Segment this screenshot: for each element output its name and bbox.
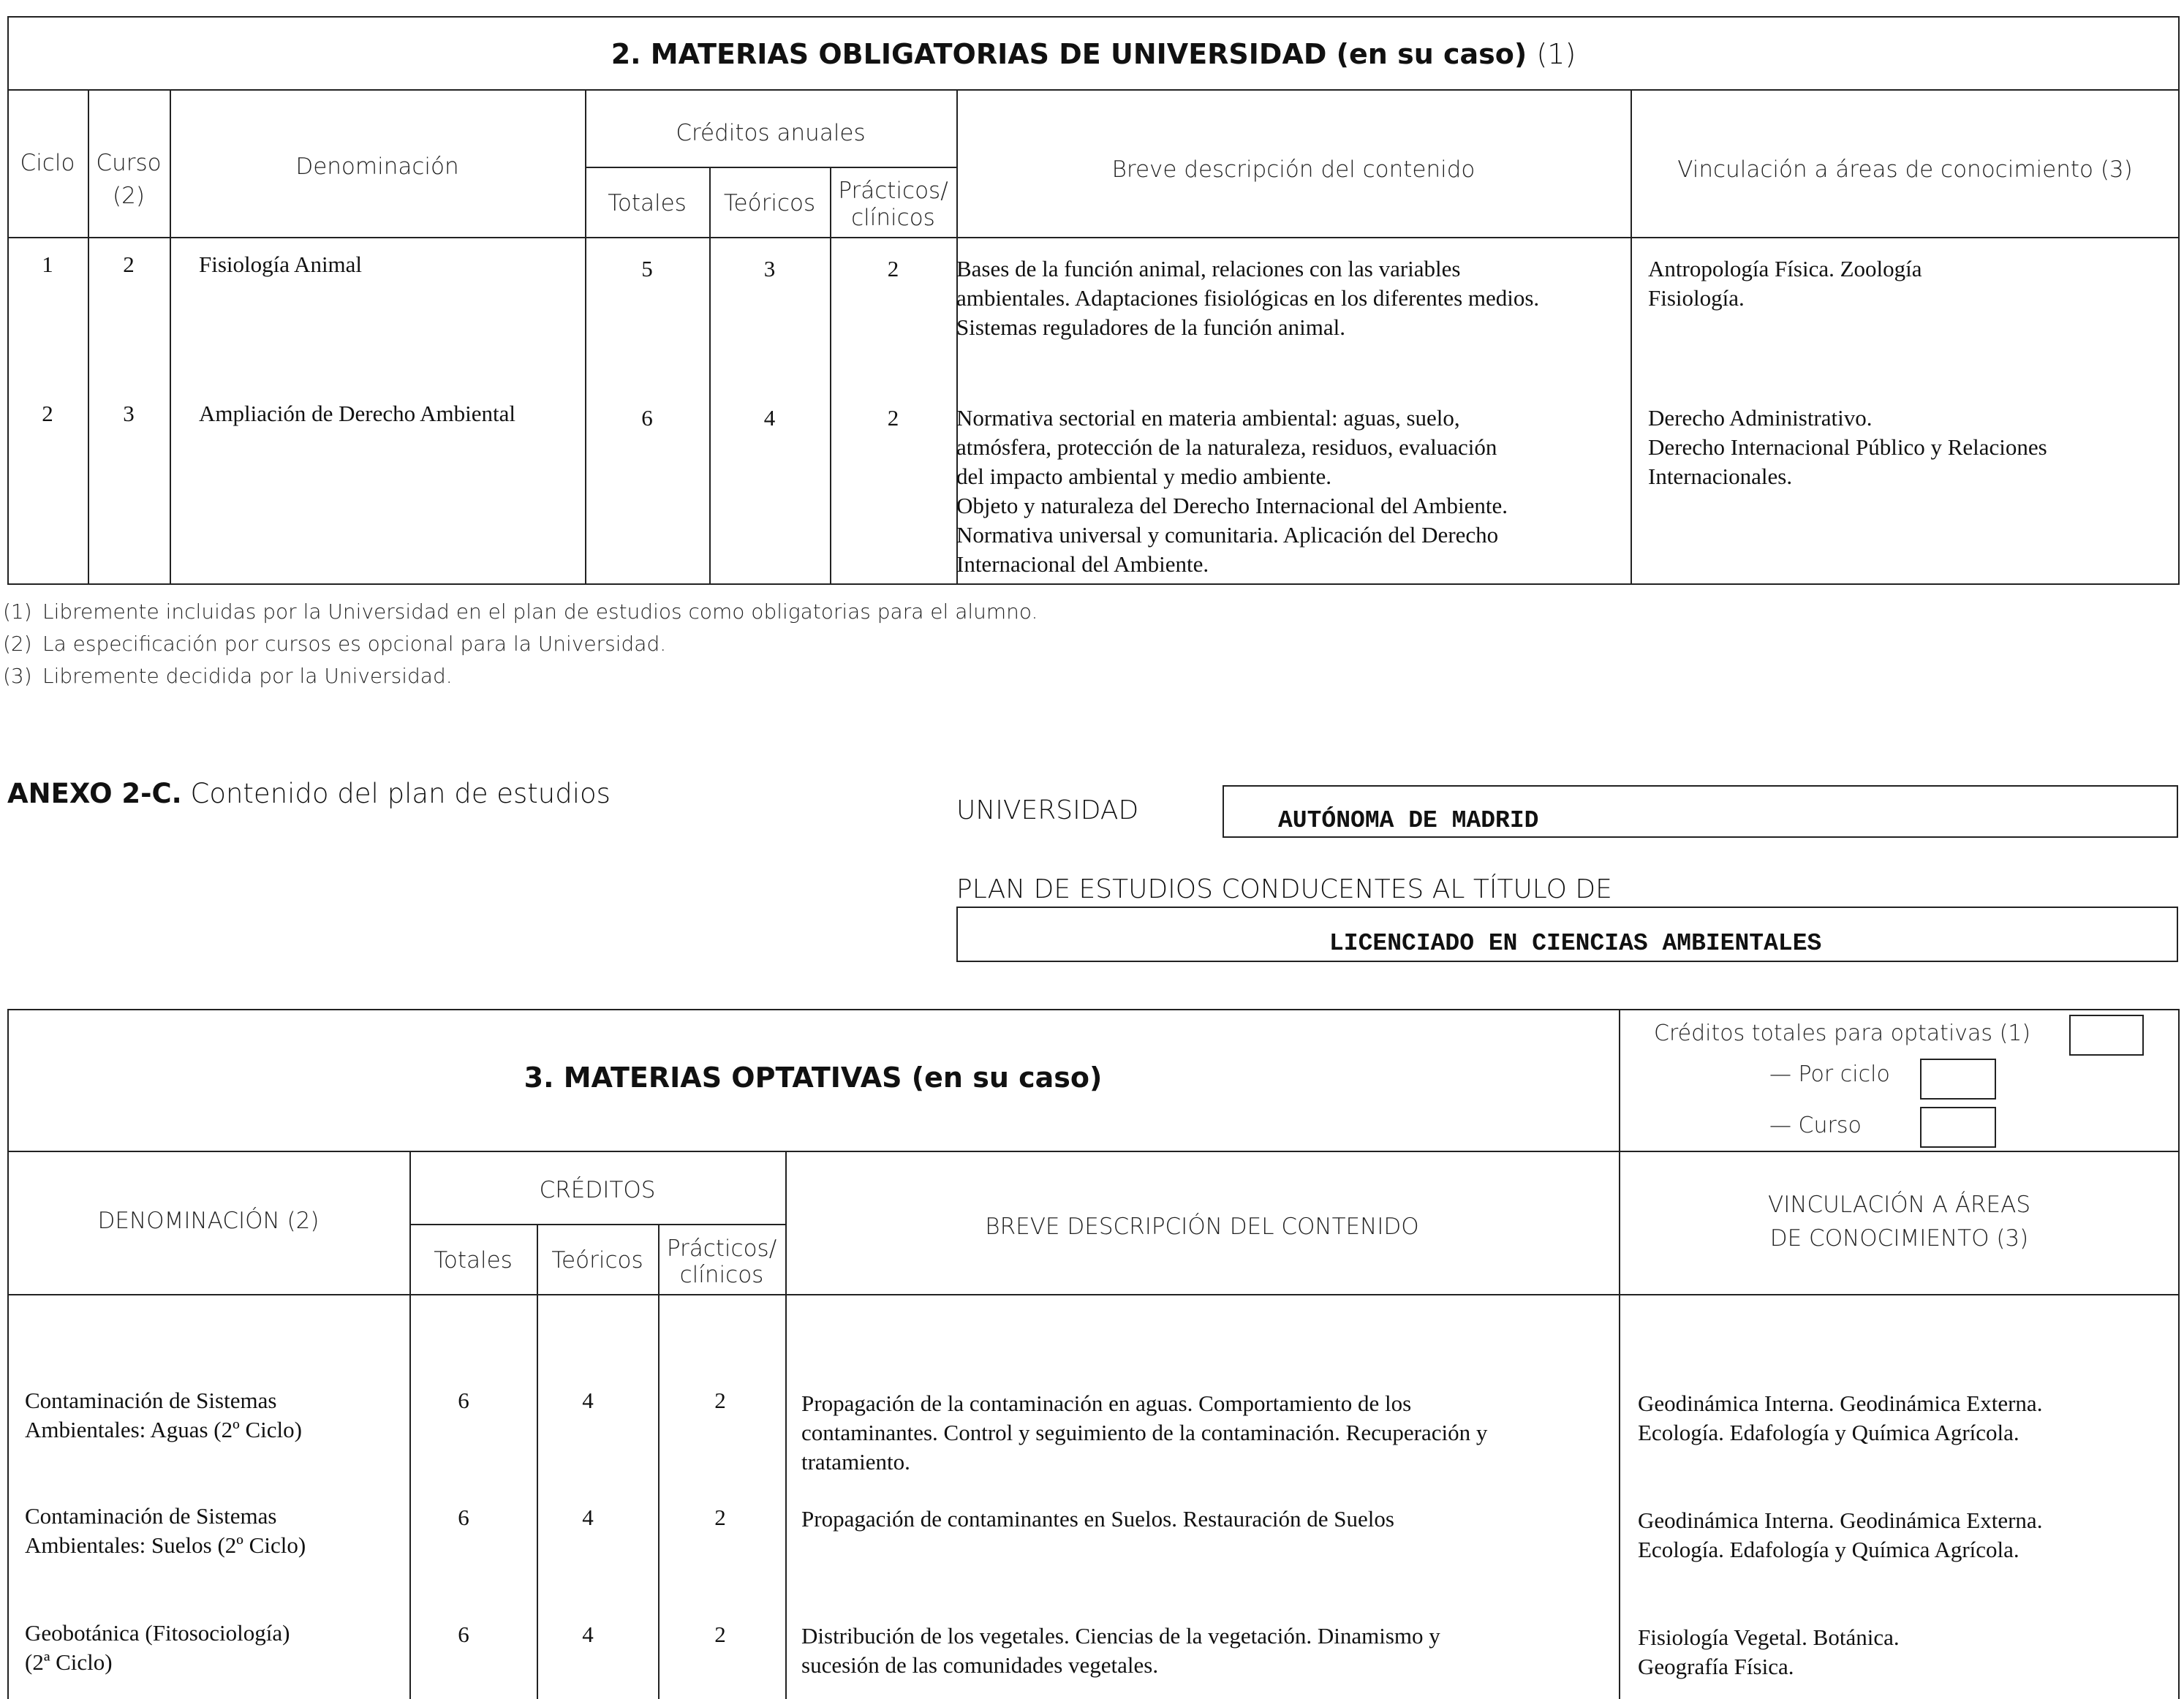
creditos-totales-label: Créditos totales para optativas (1) xyxy=(1654,1021,2031,1046)
section-2-header-top-rule xyxy=(7,89,2180,91)
row-denominacion xyxy=(25,1619,290,1677)
area-line: Ecología. Edafología y Química Agrícola. xyxy=(1638,1537,2019,1562)
header-vinculacion-3b: DE CONOCIMIENTO (3) xyxy=(1769,1225,2029,1252)
name-line: Ambientales: Suelos (2º Ciclo) xyxy=(25,1532,306,1558)
section-3-left-rule xyxy=(7,1009,9,1699)
section-3-title-paren: (en su caso) xyxy=(911,1062,1103,1094)
footnote-3 xyxy=(3,664,453,688)
annex-label-text: Contenido del plan de estudios xyxy=(190,778,611,809)
row-curso: 2 xyxy=(123,251,135,277)
header-curso: Curso xyxy=(96,150,162,176)
description-line: sucesión de las comunidades vegetales. xyxy=(801,1652,1159,1678)
header-clinicos: clínicos xyxy=(851,205,935,231)
row-descripcion xyxy=(956,404,1508,579)
area-line: Geodinámica Interna. Geodinámica Externa. xyxy=(1638,1390,2043,1416)
row-ciclo: 2 xyxy=(42,401,53,426)
row-teoricos: 4 xyxy=(582,1622,594,1647)
description-line: ambientales. Adaptaciones fisiológicas en los diferentes medios. xyxy=(956,285,1540,311)
footnote-text: Libremente decidida por la Universidad. xyxy=(42,664,453,688)
creditos-subheader-rule-3 xyxy=(409,1224,785,1225)
name-line: Contaminación de Sistemas xyxy=(25,1503,277,1529)
name-line: (2ª Ciclo) xyxy=(25,1649,113,1675)
row-totales: 6 xyxy=(641,405,653,431)
section-2-title-main: 2. MATERIAS OBLIGATORIAS DE UNIVERSIDAD xyxy=(611,38,1327,70)
description-line: Distribución de los vegetales. Ciencias de la vegetación. Dinamismo y xyxy=(801,1623,1440,1649)
header-creditos-3: CRÉDITOS xyxy=(539,1177,656,1203)
row-vinculacion xyxy=(1648,254,1922,313)
row-teoricos: 3 xyxy=(763,256,776,281)
header-denominacion: Denominación xyxy=(295,154,459,180)
description-line: Sistemas reguladores de la función animal. xyxy=(956,314,1346,340)
description-line: Bases de la función animal, relaciones con las variables xyxy=(956,256,1461,281)
universidad-field xyxy=(1223,785,2178,838)
row-teoricos: 4 xyxy=(582,1505,594,1530)
row-descripcion xyxy=(801,1505,1394,1534)
section-3-top-rule xyxy=(7,1009,2180,1010)
section-3-right-rule xyxy=(2178,1009,2180,1699)
area-line: Ecología. Edafología y Química Agrícola. xyxy=(1638,1420,2019,1445)
row-descripcion xyxy=(801,1622,1440,1680)
col-divider-totales xyxy=(709,167,711,585)
header-descripcion: Breve descripción del contenido xyxy=(1111,156,1475,183)
row-vinculacion xyxy=(1638,1623,1900,1681)
col-divider-denominacion-3 xyxy=(409,1151,411,1699)
row-practicos: 2 xyxy=(887,405,899,431)
name-line: Geobotánica (Fitosociología) xyxy=(25,1620,290,1646)
footnote-text: Libremente incluidas por la Universidad en el plan de estudios como obligatorias para el alumno. xyxy=(42,599,1038,624)
row-totales: 6 xyxy=(458,1388,469,1413)
section-2-header-bottom-rule xyxy=(7,237,2180,238)
footnote-2 xyxy=(3,632,666,656)
description-line: Normativa sectorial en materia ambiental: aguas, suelo, xyxy=(956,405,1460,431)
header-practicos-3: Prácticos/ xyxy=(666,1236,777,1262)
header-practicos: Prácticos/ xyxy=(838,178,948,204)
header-vinculacion-3a: VINCULACIÓN A ÁREAS xyxy=(1767,1192,2031,1218)
por-ciclo-input[interactable] xyxy=(1920,1059,1996,1100)
section-2-title-note: (1) xyxy=(1536,38,1576,70)
footnote-number: (2) xyxy=(3,632,32,656)
credits-subheader-rule xyxy=(585,167,956,168)
row-teoricos: 4 xyxy=(763,405,776,431)
section-2-title xyxy=(7,38,2180,70)
annex-label xyxy=(7,778,611,809)
row-descripcion xyxy=(801,1389,1487,1477)
row-curso: 3 xyxy=(123,401,135,426)
area-line: Geografía Física. xyxy=(1638,1654,1794,1679)
header-vinculacion: Vinculación a áreas de conocimiento (3) xyxy=(1677,156,2133,183)
row-vinculacion xyxy=(1638,1389,2042,1448)
description-line: contaminantes. Control y seguimiento de la contaminación. Recuperación y xyxy=(801,1420,1488,1445)
row-practicos: 2 xyxy=(887,256,899,281)
description-line: Propagación de la contaminación en aguas. Comportamiento de los xyxy=(801,1390,1412,1416)
row-descripcion xyxy=(956,254,1539,342)
row-teoricos: 4 xyxy=(582,1388,594,1413)
row-ciclo: 1 xyxy=(42,251,53,277)
area-line: Antropología Física. Zoología xyxy=(1648,256,1922,281)
footnote-1 xyxy=(3,599,1038,624)
area-line: Geodinámica Interna. Geodinámica Externa. xyxy=(1638,1507,2043,1533)
description-line: atmósfera, protección de la naturaleza, residuos, evaluación xyxy=(956,434,1497,460)
row-denominacion: Ampliación de Derecho Ambiental xyxy=(199,401,516,426)
header-curso-note: (2) xyxy=(113,183,145,209)
row-vinculacion xyxy=(1648,404,2047,491)
row-practicos: 2 xyxy=(714,1505,726,1530)
description-line: Normativa universal y comunitaria. Aplicación del Derecho xyxy=(956,522,1499,548)
description-line: Objeto y naturaleza del Derecho Internacional del Ambiente. xyxy=(956,493,1508,518)
section-3-title-main: 3. MATERIAS OPTATIVAS xyxy=(524,1062,902,1094)
header-clinicos-3: clínicos xyxy=(679,1262,764,1288)
row-vinculacion xyxy=(1638,1506,2042,1564)
area-line: Derecho Internacional Público y Relaciones xyxy=(1648,434,2047,460)
section-3-title xyxy=(7,1062,1619,1094)
plan-value: LICENCIADO EN CIENCIAS AMBIENTALES xyxy=(1329,930,1822,957)
row-denominacion: Fisiología Animal xyxy=(199,251,363,277)
footnote-number: (1) xyxy=(3,599,32,624)
footnote-number: (3) xyxy=(3,664,32,688)
curso-label: — Curso xyxy=(1769,1113,1862,1138)
header-ciclo: Ciclo xyxy=(20,150,75,176)
header-teoricos-3: Teóricos xyxy=(551,1247,643,1274)
header-teoricos: Teóricos xyxy=(723,190,816,216)
description-line: Propagación de contaminantes en Suelos. Restauración de Suelos xyxy=(801,1506,1394,1532)
area-line: Fisiología Vegetal. Botánica. xyxy=(1638,1624,1900,1650)
description-line: del impacto ambiental y medio ambiente. xyxy=(956,463,1332,489)
creditos-totales-input[interactable] xyxy=(2069,1015,2144,1056)
area-line: Derecho Administrativo. xyxy=(1648,405,1873,431)
row-practicos: 2 xyxy=(714,1622,726,1647)
header-totales-3: Totales xyxy=(434,1247,513,1274)
header-creditos-anuales: Créditos anuales xyxy=(676,120,866,146)
description-line: Internacional del Ambiente. xyxy=(956,551,1209,577)
section-3-header-bottom-rule xyxy=(7,1294,2180,1295)
header-denominacion-3: DENOMINACIÓN (2) xyxy=(97,1208,320,1234)
por-ciclo-label: — Por ciclo xyxy=(1769,1062,1890,1087)
row-totales: 6 xyxy=(458,1505,469,1530)
col-divider-descripcion-3 xyxy=(1619,1009,1620,1699)
name-line: Contaminación de Sistemas xyxy=(25,1388,277,1413)
description-line: tratamiento. xyxy=(801,1449,910,1475)
plan-field xyxy=(956,907,2178,962)
row-totales: 6 xyxy=(458,1622,469,1647)
annex-label-bold: ANEXO 2-C. xyxy=(7,778,182,809)
section-2-title-paren: (en su caso) xyxy=(1336,38,1527,70)
universidad-label: UNIVERSIDAD xyxy=(956,795,1139,825)
section-3-header-top-rule xyxy=(7,1151,2180,1152)
area-line: Internacionales. xyxy=(1648,463,1793,489)
footnote-text: La especificación por cursos es opcional para la Universidad. xyxy=(42,632,667,656)
header-totales: Totales xyxy=(608,190,687,216)
curso-input[interactable] xyxy=(1920,1107,1996,1148)
area-line: Fisiología. xyxy=(1648,285,1745,311)
row-denominacion xyxy=(25,1386,302,1445)
row-totales: 5 xyxy=(641,256,653,281)
universidad-value: AUTÓNOMA DE MADRID xyxy=(1278,807,1539,834)
row-practicos: 2 xyxy=(714,1388,726,1413)
row-denominacion xyxy=(25,1502,306,1560)
header-descripcion-3: BREVE DESCRIPCIÓN DEL CONTENIDO xyxy=(985,1214,1419,1240)
col-divider-denominacion xyxy=(585,89,586,585)
plan-label: PLAN DE ESTUDIOS CONDUCENTES AL TÍTULO DE xyxy=(956,874,1612,904)
name-line: Ambientales: Aguas (2º Ciclo) xyxy=(25,1417,302,1442)
